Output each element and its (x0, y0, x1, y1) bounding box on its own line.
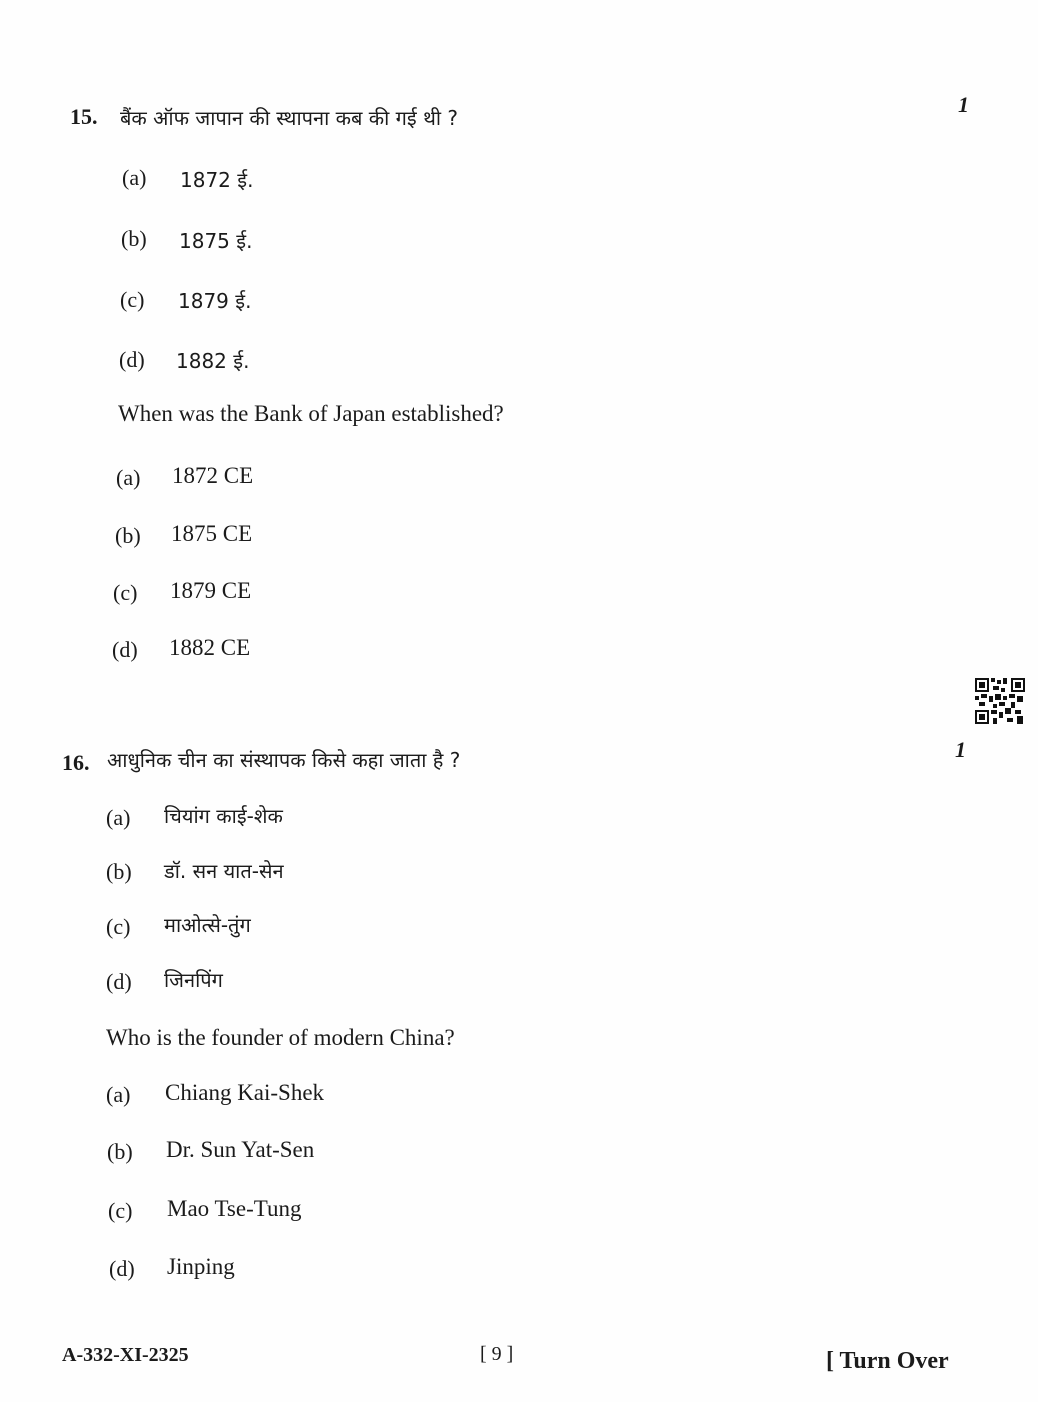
q15-hi-option-b-text: 1875 ई. (179, 229, 253, 253)
q16-hi-option-d-label: (d) (106, 969, 132, 994)
q15-en-option-d-text: 1882 CE (169, 635, 251, 660)
q15-hi-option-c-text: 1879 ई. (178, 289, 252, 313)
q16-en-option-a-text: Chiang Kai-Shek (165, 1080, 325, 1105)
question-16-marks: 1 (955, 737, 966, 762)
q15-en-option-d-label: (d) (112, 637, 138, 662)
q15-en-option-c-label: (c) (113, 580, 138, 605)
q16-hi-option-a-text: चियांग काई-शेक (164, 804, 283, 828)
q16-en-option-d-label: (d) (109, 1256, 135, 1281)
q16-hi-option-c-text: माओत्से-तुंग (164, 913, 251, 937)
q15-hi-option-c-label: (c) (120, 287, 145, 312)
page-number: [ 9 ] (480, 1343, 514, 1365)
q15-en-option-c-text: 1879 CE (170, 578, 252, 603)
q16-en-option-c-text: Mao Tse-Tung (167, 1196, 302, 1221)
q16-en-option-b-text: Dr. Sun Yat-Sen (166, 1137, 315, 1162)
q16-hi-option-b-text: डॉ. सन यात-सेन (164, 859, 284, 883)
q16-hi-option-b-label: (b) (106, 859, 132, 884)
q15-en-option-b-label: (b) (115, 523, 141, 548)
q16-en-option-a-label: (a) (106, 1082, 131, 1107)
q15-hi-option-a-text: 1872 ई. (180, 168, 254, 192)
q15-hi-option-a-label: (a) (122, 165, 147, 190)
q15-hi-option-d-label: (d) (119, 347, 145, 372)
question-16-number: 16. (62, 750, 90, 775)
question-15-marks: 1 (958, 92, 969, 117)
q15-hi-option-d-text: 1882 ई. (176, 349, 250, 373)
turn-over-label: [ Turn Over (826, 1348, 949, 1374)
q15-en-option-a-text: 1872 CE (172, 463, 254, 488)
q15-hi-option-b-label: (b) (121, 226, 147, 251)
question-16-hindi-text: आधुनिक चीन का संस्थापक किसे कहा जाता है ? (107, 748, 461, 772)
q16-hi-option-d-text: जिनपिंग (164, 968, 223, 992)
q15-en-option-b-text: 1875 CE (171, 521, 253, 546)
q15-en-option-a-label: (a) (116, 465, 141, 490)
q16-hi-option-a-label: (a) (106, 805, 131, 830)
question-15-english-text: When was the Bank of Japan established? (118, 401, 504, 426)
question-15-number: 15. (70, 104, 98, 129)
question-15-hindi-text: बैंक ऑफ जापान की स्थापना कब की गई थी ? (120, 106, 459, 130)
q16-en-option-c-label: (c) (108, 1198, 133, 1223)
paper-code: A-332-XI-2325 (62, 1344, 189, 1366)
q16-hi-option-c-label: (c) (106, 914, 131, 939)
question-16-english-text: Who is the founder of modern China? (106, 1025, 455, 1050)
q16-en-option-b-label: (b) (107, 1139, 133, 1164)
q16-en-option-d-text: Jinping (167, 1254, 235, 1279)
qr-code-icon (975, 678, 1025, 724)
